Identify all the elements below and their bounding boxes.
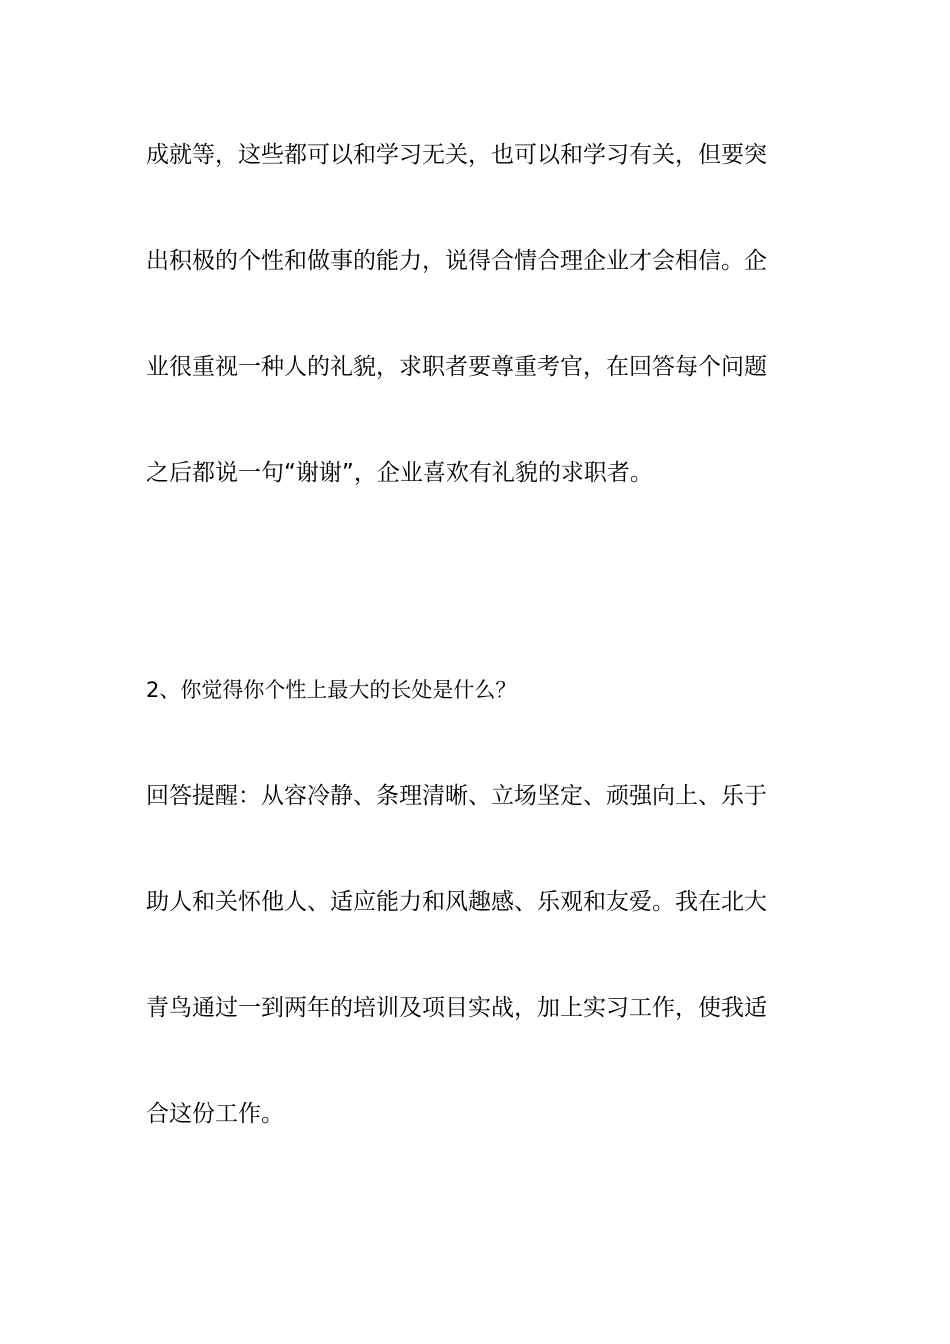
answer-line-4: 合这份工作。 bbox=[146, 1101, 284, 1127]
paragraph-line-1: 成就等，这些都可以和学习无关，也可以和学习有关，但要突 bbox=[146, 142, 767, 168]
answer-line-2: 助人和关怀他人、适应能力和风趣感、乐观和友爱。我在北大 bbox=[146, 889, 767, 915]
answer-line-1: 回答提醒：从容冷静、条理清晰、立场坚定、顽强向上、乐于 bbox=[146, 783, 767, 809]
paragraph-line-3: 业很重视一种人的礼貌，求职者要尊重考官，在回答每个问题 bbox=[146, 354, 767, 380]
answer-line-3: 青鸟通过一到两年的培训及项目实战，加上实习工作，使我适 bbox=[146, 995, 767, 1021]
question-title: 2、你觉得你个性上最大的长处是什么？ bbox=[146, 678, 517, 702]
paragraph-line-2: 出积极的个性和做事的能力，说得合情合理企业才会相信。企 bbox=[146, 248, 767, 274]
paragraph-line-4: 之后都说一句“谢谢”，企业喜欢有礼貌的求职者。 bbox=[146, 460, 653, 486]
